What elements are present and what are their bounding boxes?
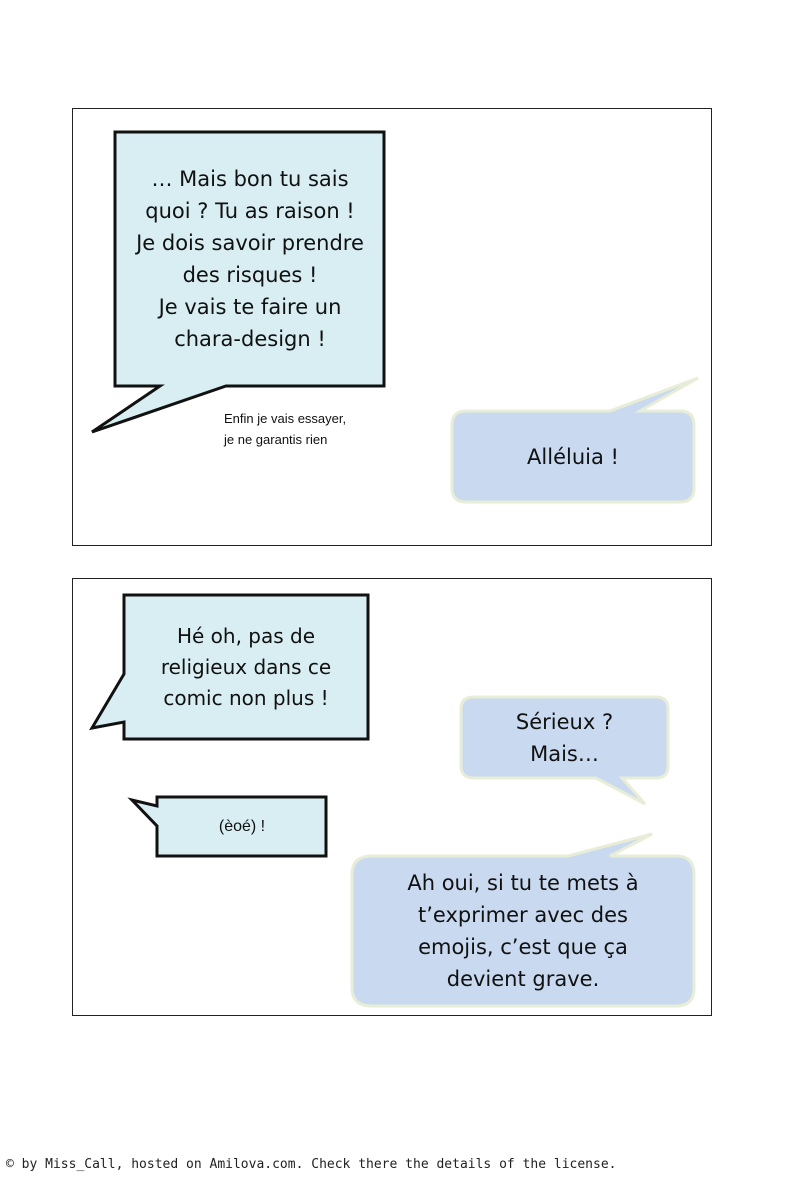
speech-bubble-text-1: … Mais bon tu sais quoi ? Tu as raison ! Je dois savoir prendre des risques ! Je vais te faire un chara-design ! (136, 167, 364, 351)
speech-bubble-text-2: Alléluia ! (527, 445, 619, 469)
license-footer: © by Miss_Call, hosted on Amilova.com. Check there the details of the license. (6, 1157, 617, 1172)
speech-bubble-text-3: Hé oh, pas de religieux dans ce comic non plus ! (160, 623, 332, 710)
speech-bubble-text-4: (èoé) ! (218, 817, 266, 835)
speech-bubble-text-6: Ah oui, si tu te mets à t’exprimer avec des emojis, c’est que ça devient grave. (407, 871, 639, 991)
speech-bubble-text-5: Sérieux ? Mais… (515, 709, 614, 766)
side-note-text: Enfin je vais essayer, je ne garantis rien (224, 411, 347, 447)
